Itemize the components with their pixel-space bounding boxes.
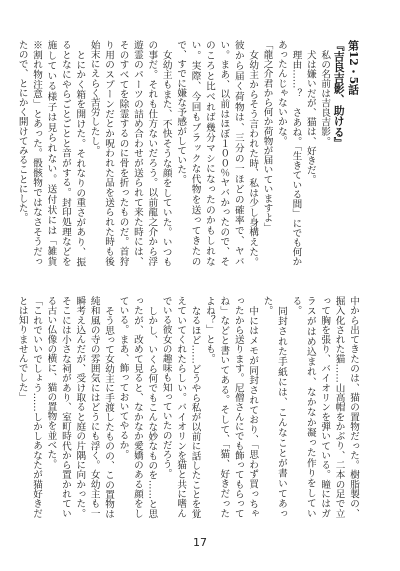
page-number: 17 xyxy=(193,536,207,549)
paragraph: 私の名前は吉良吉影。 xyxy=(319,49,331,146)
text-band-bottom xyxy=(16,296,360,518)
text-band-top xyxy=(16,40,360,276)
paragraph: とにかく箱を開けた。それなりの重さがあり、振るとなにやらごとごとと音がする。封印処理などを施している様子は見られない。送付状には「雑貨 ※割れ物注意」とあった。骰骸物ではなさそうだったので、とにかく開けてみることにした。 xyxy=(16,40,86,276)
paragraph: 女幼主もまた、不快そうな顔をしていた。いつもの事だ。それも仕方ないだろう。以前龍之介から浮遊霊のパーツの詰め合わせが送られて来た時には、そのすべてを除霊するのに骨を折ったものだ。首狩り用のスプーンだとか呪われた品を送られた時も後始末にえらく苦労したし。 xyxy=(88,40,172,266)
chapter-title: 『吉良吉影、助ける』 xyxy=(332,40,346,148)
paragraph: 中から出てきたのは、猫の置物だった。樹脂製の、掘入化された猫……山高帽をかぶり、二本の足で立って胸を張り、バイオリンを弾いている。瞳にはガラスがはめ込まれ、なかなか凝った作りをしている。 xyxy=(290,296,359,518)
paragraph: しかし、いくら何でもこんな妙なものを……と思ったが、改めて見ると、なかなか愛嬌のある顔をしている。まあ、飾っておいてやるか。 xyxy=(117,296,158,518)
paragraph: 中にはメモが同封されており、「思わず買っちゃったから送ります。尼僧さんにでも飾ってもらってね」などと書いてある。そして、「猫、好きだったよね？」とも。 xyxy=(203,296,259,518)
paragraph: 「これでいいでしょう……しかしあなたが猫好きだとは知りませんでした」 xyxy=(16,296,43,518)
paragraph: 同封された手紙には、こんなことが書いてあった。 xyxy=(261,296,287,518)
paragraph: そう思って女幼主に手渡したものの、この置物は純和風の寺の雰囲気にはどうにも浮く。女幼主も一瞬考え込んだが、受け取ると庭の片隅に向かった。そこには小さな祠があり、室町時代から置かれている古い仏像の横に、猫の置物を並べた。 xyxy=(45,296,115,518)
paragraph: 「龍之介君から何か荷物が届いていますよ」 xyxy=(261,40,273,232)
paragraph: 女幼主からそう言われた時、私は少し身構えた。彼から届く荷物は、三分の一ほどの確率で、ヤバい。まあ、以前はほぼ１００％ヤバかったので、そのころと比べれば幾分マシになったのかもしれない。実際、今回もブラックな代物を送ってきたので、すでに嫌な予感がしていた。 xyxy=(175,40,259,266)
paragraph: 理由……？ さあね。「生きている間」にでも何かあったんじゃないかな。 xyxy=(275,40,302,266)
chapter-number: 第12・5話 xyxy=(347,40,360,95)
paragraph: なるほど……どうやら私が以前に話したことを覚えていてくれたらしい。バイオリンを猫と共に嗜んでいる彼女の趣味も知っていたのだろう。 xyxy=(160,296,201,518)
paragraph: 犬は嫌いだが、猫は、好きだ。 xyxy=(304,49,316,184)
